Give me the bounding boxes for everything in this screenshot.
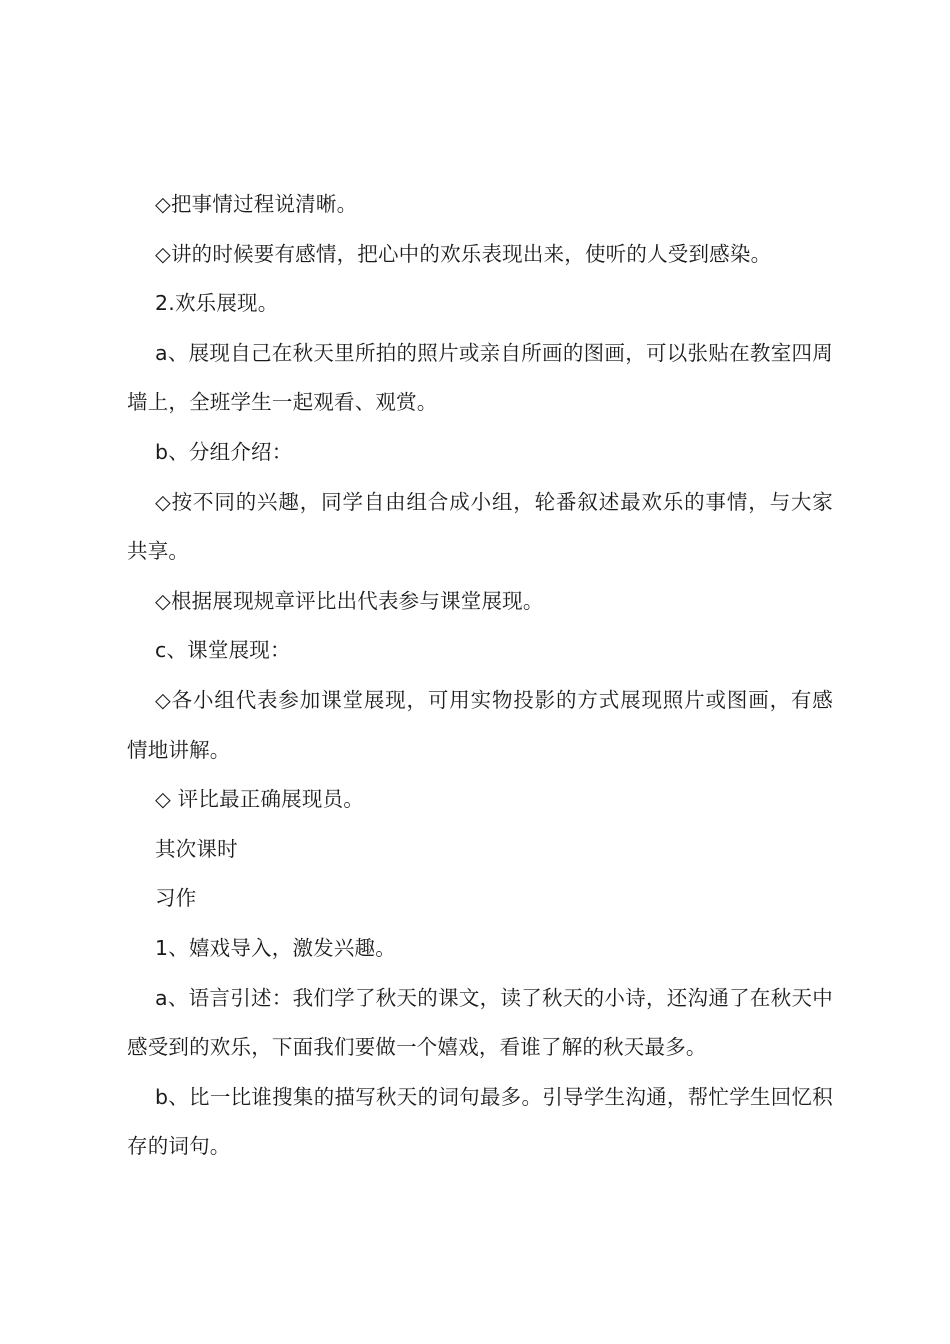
paragraph-form-groups: ◇按不同的兴趣，同学自由组合成小组，轮番叙述最欢乐的事情，与大家共享。 (127, 489, 833, 564)
heading-group-intro: b、分组介绍： (155, 439, 293, 464)
paragraph-tell-clearly: ◇把事情过程说清晰。 (155, 192, 358, 216)
paragraph-best-presenter: ◇ 评比最正确展现员。 (155, 787, 364, 812)
paragraph-select-representatives: ◇根据展现规章评比出代表参与课堂展现。 (155, 588, 544, 613)
paragraph-show-photos: a、展现自己在秋天里所拍的照片或亲自所画的图画，可以张贴在教室四周墙上，全班学生一起观看、观赏。 (127, 340, 833, 415)
paragraph-tell-with-feeling: ◇讲的时候要有感情，把心中的欢乐表现出来，使听的人受到感染。 (155, 241, 772, 266)
paragraph-compare-phrases: b、比一比谁搜集的描写秋天的词句最多。引导学生沟通，帮忙学生回忆积存的词句。 (127, 1084, 833, 1159)
paragraph-language-intro: a、语言引述：我们学了秋天的课文，读了秋天的小诗，还沟通了在秋天中感受到的欢乐，下面我们要做一个嬉戏，看谁了解的秋天最多。 (127, 985, 833, 1060)
paragraph-group-representatives: ◇各小组代表参加课堂展现，可用实物投影的方式展现照片或图画，有感情地讲解。 (127, 687, 833, 762)
heading-writing: 习作 (155, 886, 197, 911)
heading-second-lesson: 其次课时 (155, 836, 238, 861)
heading-joy-showcase: 2.欢乐展现。 (155, 291, 279, 316)
heading-class-showcase: c、课堂展现： (155, 638, 291, 663)
document-body (127, 180, 833, 1172)
heading-game-intro: 1、嬉戏导入，激发兴趣。 (155, 935, 396, 960)
